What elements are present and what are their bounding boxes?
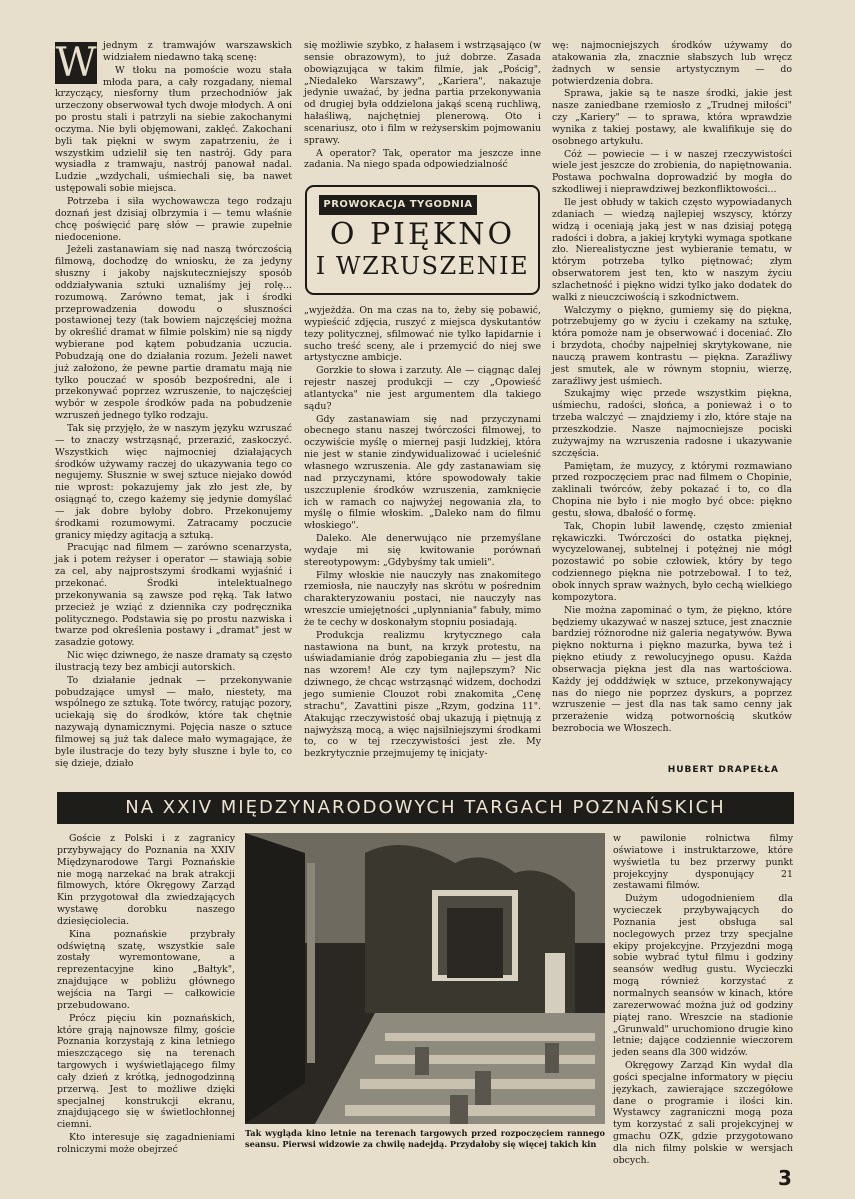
article-paragraph: się możliwie szybko, z hałasem i wstrząsająco (w sensie obrazowym), to już dobrze. Zasada obowiązująca w takim filmie, jak „Pościg", „Niedaleko Warszawy", „Kariera", nakazuje jedynie uważać, by jedna partia przekonywania od drugiej była oddzielona jakąś sceną ruchliwą, hałaśliwą, najchętniej plenerową. Oto i scenariusz, oto i film w reżyserskim pojmowaniu sprawy.	[304, 40, 541, 146]
article-paragraph: Jeżeli zastanawiam się nad naszą twórczością filmową, dochodzę do wniosku, że za jedyny słuszny i jakoby najskuteczniejszy sposób oddziaływania sztuki uznaliśmy jej rolę... rozumową. Zarówno temat, jak i środki przeprowadzenia dowodu o słuszności postawionej tezy (tak bowiem najczęściej można by określić dramat w filmie polskim) nie są nigdy wybierane pod kątem pobudzania uczucia. Pobudzają one do działania rozum. Jeżeli nawet już założono, że pewne partie dramatu mają nie tylko pouczać w sposób bezpośredni, ale i przekonywać poprzez wzruszenie, to najczęściej wybór w zespole środków pada na pobudzenie wzruszeń jednego tylko rodzaju.	[55, 244, 292, 422]
article-paragraph: jednym z tramwajów warszawskich widziałem niedawno taką scenę:	[103, 40, 292, 63]
article-paragraph: Nie można zapominać o tym, że piękno, które będziemy ukazywać w naszej sztuce, jest znacznie bardziej różnorodne niż galeria negatywów. Bywa piękno nokturna i piękno mazurka, bywa też i piękno etiudy z rewolucyjnego opusu. Każda obserwacja piękna jest dla nas wartościowa. Każdy jej odddźwięk w sztuce, przekonywający nas do niego nie poprzez dyskurs, a poprzez wzruszenie — jest dla nas tak samo cenny jak przerażenie widzą potwornością skutków bezrobocia we Włoszech.	[552, 604, 792, 735]
article-paragraph: W tłoku na pomoście wozu stała młoda para, a cały rozgadany, niemal krzyczący, niesforny tłum przechodniów jak urzeczony obserwował tych dwoje młodych. A oni po prostu stali i patrzyli na siebie zakochanymi oczyma. Nie byli objęmowani, zaklęć. Zakochani byli tak piękni w swym zapatrzeniu, że i wszystkim udzielił się ten nastrój. Gdy para wysiadła z tramwaju, nastrój panował nadal. Ludzie „wzdychali, uśmiechali się, ba nawet ustępowali sobie miejsca.	[55, 64, 292, 195]
targi-paragraph: w pawilonie rolnictwa filmy oświatowe i instruktarzowe, które wyświetla tu bez przerwy punkt projekcyjny dysponujący 21 zestawami filmów.	[613, 833, 793, 892]
article-paragraph: Gdy zastanawiam się nad przyczynami obecnego stanu naszej twórczości filmowej, to oczywiście myślę o miernej pasji ludzkiej, która nie jest w stanie zindywidualizować i ucieleśnić własnego wzruszenia. Ale gdy zastanawiam się nad przyczynami, które spowodowały takie uszczuplenie środków wzruszenia, zamknięcie ich w ramach co najwyżej negowania zła, to myślę o filmie włoskim. „Daleko nam do filmu włoskiego".	[304, 413, 541, 532]
article-column-2-bottom	[304, 305, 541, 775]
article-paragraph: Potrzeba i siła wychowawcza tego rodzaju doznań jest dzisiaj olbrzymia i — temu właśnie chcę poświęcić parę słów — prawie zupełnie niedocenione.	[55, 195, 292, 243]
article-paragraph: Szukajmy więc przede wszystkim piękna, uśmiechu, radości, słońca, a ponieważ i o to trzeba walczyć — znajdziemy i zło, które staje na przeszkodzie. Nasze najmocniejsze pociski zużywajmy na wzruszenia radosne i ukazywanie szczęścia.	[552, 388, 792, 459]
article-paragraph: „wyjeżdża. On ma czas na to, żeby się pobawić, wypieścić zdjęcia, ruszyć z miejsca dyskutantów tezy politycznej, sfilmować nie tylko łapidarnie i sucho treść sceny, ale i przemycić do niej swe artystyczne ambicje.	[304, 305, 541, 364]
article-paragraph: Wałczymy o piękno, gumiemy się do piękna, potrzebujemy go w życiu i czekamy na sztukę, która pomoże nam je obserwować i doceniać. Zło i brzydota, choćby najpełniej skrytykowane, nie nauczą prawem kontrastu — piękna. Zaraźliwy jest smutek, ale w równym stopniu, wierzę, zaraźliwy jest uśmiech.	[552, 304, 792, 387]
photo-caption: Tak wygląda kino letnie na terenach targowych przed rozpoczęciem rannego seansu. Pierwsi widzowie za chwilę nadejdą. Przydałoby się więcej takich kin	[245, 1128, 605, 1149]
summer-cinema-photo	[245, 833, 605, 1124]
targi-column-1	[57, 833, 235, 1158]
article-paragraph: Cóż — powiecie — i w naszej rzeczywistości wiele jest jeszcze do zrobienia, do napiętnowania. Postawa pochwalna doprowadzić by mogła do szkodliwej i nieprawdziwej bezkonfliktowości...	[552, 148, 792, 196]
targi-paragraph: Goście z Polski i z zagranicy przybywający do Poznania na XXIV Międzynarodowe Targi Poznańskie nie mogą narzekać na brak atrakcji filmowych, które Okręgowy Zarząd Kin przygotował dla zwiedzających wystawę dorobku naszego dziesięciolecia.	[57, 833, 235, 927]
targi-paragraph: Prócz pięciu kin poznańskich, które grają najnowsze filmy, goście Poznania korzystają z kina letniego mieszczącego się na terenach targowych i wyświetlającego filmy cały dzień z krótką, jednogodzinną przerwą. Jest to możliwe dzięki specjalnej konstrukcji ekranu, znajdującego się w świetlochłonnej ciemni.	[57, 1012, 235, 1131]
article-paragraph: Sprawa, jakie są te nasze środki, jakie jest nasze zaniedbane rzemiosło z „Trudnej miłości" czy „Kariery" — to sprawa, która wprawdzie wynika z takiej postawy, ale kwalifikuje się do osobnego artykułu.	[552, 88, 792, 147]
article-column-3	[552, 40, 792, 760]
article-paragraph: Pamiętam, że muzycy, z którymi rozmawiano przed rozpoczęciem prac nad filmem o Chopinie, zaklinali twórców, żeby pokazać i to, co dla Chopina nie było i nie mogło być obce: piękno gestu, słowa, dbałość o formę.	[552, 460, 792, 519]
article-paragraph: Daleko. Ale denerwująco nie przemyślane wydaje mi się kwitowanie porównań stereotypowym: „Gdybyśmy tak umieli".	[304, 533, 541, 568]
article-paragraph: To działanie jednak — przekonywanie pobudzające umysł — mało, niestety, ma wspólnego ze sztuką. Tote twórcy, ratując pozory, uciekają się do środków, które tak chętnie nazywają dynamicznymi. Pojęcia nasze o sztuce filmowej są już tak dalece mało wymagające, że byle ilustracje do tezy były słuszne i byle to, co się dzieje, działo	[55, 674, 292, 769]
article-paragraph: Produkcja realizmu krytycznego cała nastawiona na bunt, na krzyk protestu, na uświadamianie dróg zapobiegania złu — jest dla nas wzorem! Ale czy tym najlepszym? Nic dziwnego, że chcąc wstrząsnąć widzem, dochodzi jego sumienie Clouzot robi znakomita „Cenę strachu", Zavattini pisze „Rzym, godzina 11". Atakując rzeczywistość obaj ukazują i piętnują z najwyższą mocą, a więc najsilniejszymi środkami to, co w tej rzeczywistości jest złe. My bezkrytycznie przejmujemy tę inicjaty-	[304, 629, 541, 760]
article-paragraph: wę: najmocniejszych środków używamy do atakowania zła, znacznie słabszych lub wręcz żadnych w sensie artystycznym — do potwierdzenia dobra.	[552, 40, 792, 87]
article-paragraph: Tak się przyjęło, że w naszym języku wzruszać — to znaczy wstrząsnąć, przerazić, zaskoczyć. Wszystkich więc najmocniej działających środków używamy raczej do ukazywania tego co negujemy. Słusznie w swej sztuce niejako dowód nie wprost: pokazujemy jak zło jest złe, by osiągnąć to, czego każemy się jedynie domyślać — jak dobre byłoby dobro. Przekonujemy środkami rozumowymi. Zatracamy poczucie granicy między agitacją a sztuką.	[55, 423, 292, 541]
article-paragraph: Tak, Chopin lubił lawendę, często zmieniał rękawiczki. Twórczości do ostatka pięknej, wycyzelowanej, subtelnej i potężnej nie mógł pozostawić po sobie człowiek, który by tego codziennego piękna nie potrzebował. I to też, obok innych spraw ważnych, było cechą wielkiego kompozytora.	[552, 520, 792, 603]
author-signature: HUBERT DRAPEŁŁA	[667, 765, 779, 775]
article-column-1	[55, 40, 292, 775]
headline-line-1: O PIĘKNO	[329, 217, 516, 252]
targi-paragraph: Kina poznańskie przybrały odświętną szatę, wszystkie sale zostały wyremontowane, a reprezentacyjne kino „Bałtyk", znajdujące w pobliżu głównego wejścia na Targi — całkowicie przebudowano.	[57, 928, 235, 1011]
article-paragraph: Nic więc dziwnego, że nasze dramaty są często ilustracją tezy bez ambicji autorskich.	[55, 650, 292, 673]
section-title-band: NA XXIV MIĘDZYNARODOWYCH TARGACH POZNAŃSKICH	[57, 792, 794, 824]
drop-cap: W	[55, 40, 97, 86]
page-number: 3	[778, 1166, 792, 1190]
headline	[315, 219, 530, 281]
targi-paragraph: Dużym udogodnieniem dla wycieczek przybywających do Poznania jest obsługa sal noclegowych przez trzy specjalne ekipy projekcyjne. Przyjezdni mogą sobie wybrać tytuł filmu i godziny seansów według gustu. Wycieczki mogą również korzystać z normalnych seansów w kinach, które zarezerwować można już od godziny piątej rano. Wreszcie na stadionie „Grunwald" uruchomiono drugie kino letnie; dające codziennie wieczorem jeden seans dla 300 widzów.	[613, 893, 793, 1059]
article-paragraph: Pracując nad filmem — zarówno scenarzysta, jak i potem reżyser i operator — stawiają sobie za cel, aby najprostszymi środkami wyjaśnić i przekonać. Środki intelektualnego przekonywania są zawsze pod ręką. Tak łatwo przecież je wziąć z dziennika czy podręcznika politycznego. Podstawia się po prostu nazwiska i twarze pod określenia postawy i „dramat" jest w zasadzie gotowy.	[55, 542, 292, 649]
article-paragraph: A operator? Tak, operator ma jeszcze inne zadania. Na niego spada odpowiedzialność	[304, 147, 541, 171]
targi-paragraph: Kto interesuje się zagadnieniami rolniczymi może obejrzeć	[57, 1132, 235, 1155]
article-paragraph: Ile jest obłudy w takich często wypowiadanych zdaniach — wiedzą najlepiej wszyscy, którzy widzą i oceniają jaką jest w nas dzisiaj potęgą radości i dobra, a jakiej krytyki wymaga spotkane zło. Nierealistyczne jest wybieranie tematu, w którym potrzeba tylko piętnować; złym obserwatorem jest ten, kto w naszym życiu szlachetność i piękno widzi tylko jako dodatek do walki z nieuczciwością i szkodnictwem.	[552, 196, 792, 303]
kicker-label: PROWOKACJA TYGODNIA	[319, 195, 477, 215]
article-paragraph: Gorzkie to słowa i zarzuty. Ale — ciągnąc dalej rejestr naszej produkcji — czy „Opowieść atlantycka" nie jest argumentem dla takiego sądu?	[304, 365, 541, 412]
targi-paragraph: Okręgowy Zarząd Kin wydał dla gości specjalne informatory w pięciu językach, zawierające szczegółowe dane o programie i ilości kin. Wystawcy zagraniczni mogą poza tym korzystać z sali projekcyjnej w gmachu OZK, gdzie przygotowano dla nich filmy polskie w wersjach obcych.	[613, 1060, 793, 1166]
headline-box	[305, 185, 540, 295]
headline-line-2: I WZRUSZENIE	[315, 252, 530, 280]
targi-column-3	[613, 833, 793, 1166]
article-paragraph: Filmy włoskie nie nauczyły nas znakomitego rzemiosła, nie nauczyły nas skrótu w pośrednim charakteryzowaniu postaci, nie nauczyły nas wreszcie umiejętności „uplynniania" fabuły, mimo że te cechy w doskonałym stopniu posiadają.	[304, 569, 541, 628]
article-column-2-top	[304, 40, 541, 172]
